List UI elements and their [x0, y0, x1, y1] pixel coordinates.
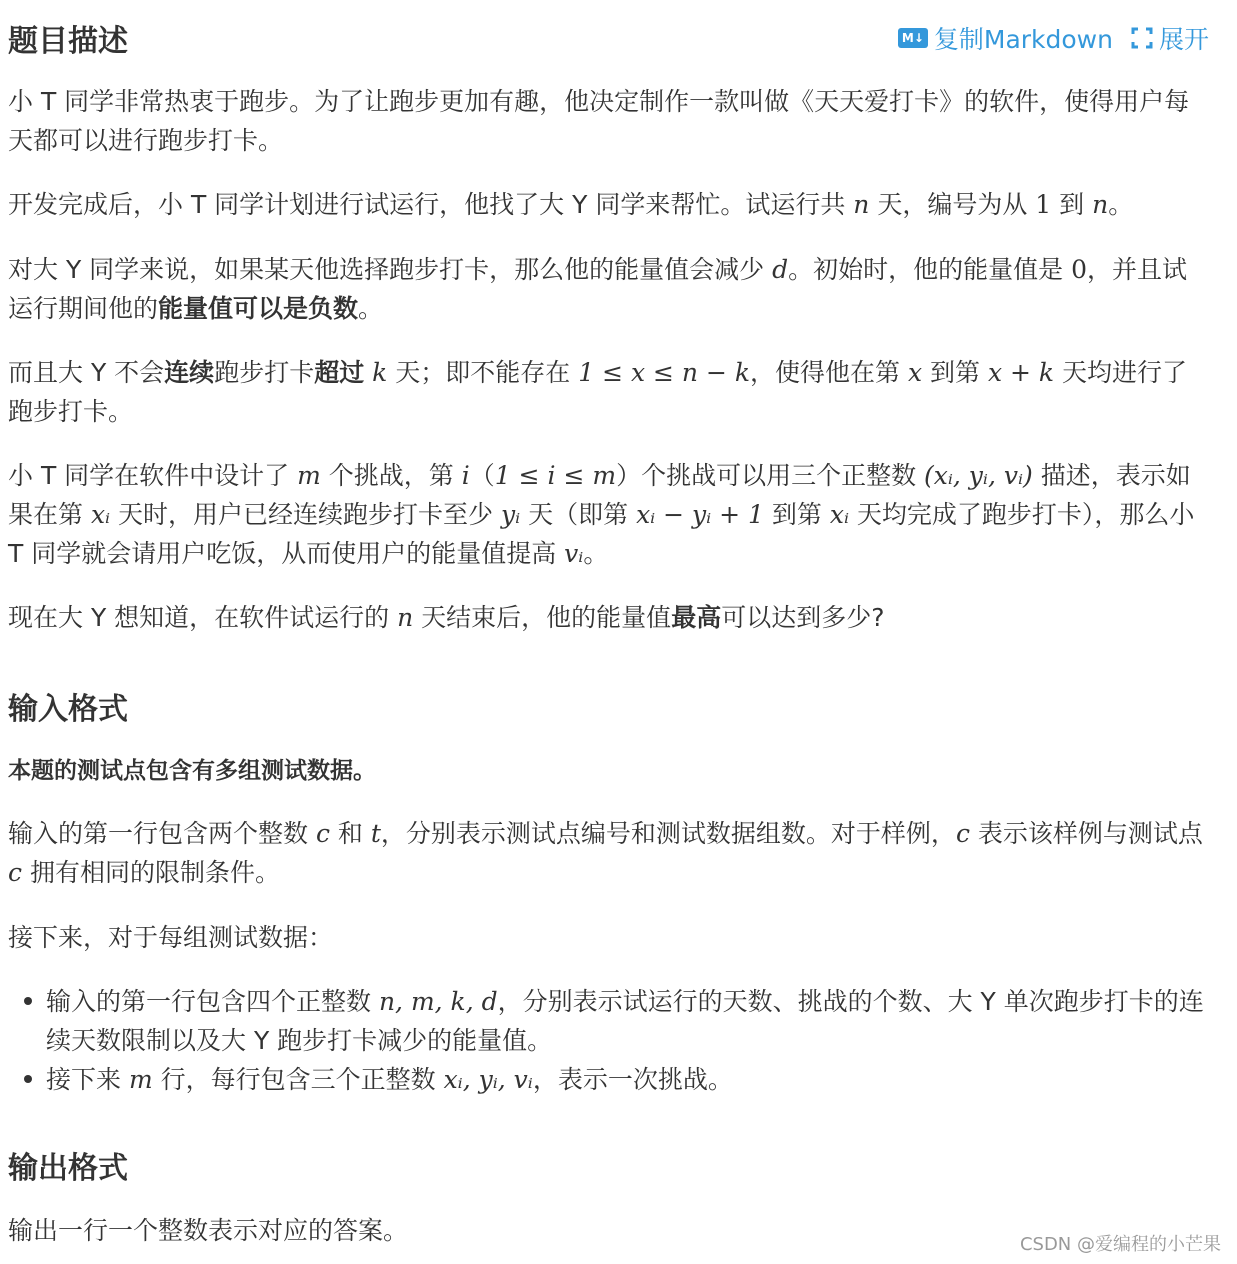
- math: n: [1092, 190, 1109, 219]
- copy-markdown-label: 复制Markdown: [933, 25, 1113, 54]
- problem-header: [8, 14, 1209, 62]
- description-paragraph-3: [8, 250, 1208, 328]
- text: 。: [1108, 190, 1134, 219]
- section-title-input: 输入格式: [8, 692, 128, 727]
- text: 输出一行一个整数表示对应的答案。: [8, 1216, 409, 1245]
- math: x: [907, 358, 923, 387]
- text: 输入的第一行包含两个整数: [8, 819, 316, 848]
- math: xᵢ − yᵢ + 1: [636, 500, 764, 529]
- text: 输入的第一行包含四个正整数: [46, 987, 379, 1016]
- math: xᵢ: [829, 500, 849, 529]
- math: c: [955, 819, 970, 848]
- text: 和: [329, 819, 371, 848]
- output-format-section: [8, 1143, 1208, 1187]
- bold-text: 最高: [671, 603, 722, 632]
- text: （: [469, 461, 495, 490]
- description-paragraph-2: [8, 185, 1208, 224]
- text: 个挑战，第: [320, 461, 462, 490]
- text: ，分别表示测试点编号和测试数据组数。对于样例，: [380, 819, 956, 848]
- bold-text: 超过: [314, 358, 365, 387]
- description-paragraph-1: [8, 82, 1208, 160]
- text: 对大 Y 同学来说，如果某天他选择跑步打卡，那么他的能量值会减少: [8, 255, 773, 284]
- text: 。: [583, 539, 609, 568]
- text: 可以达到多少?: [721, 603, 885, 632]
- text: 行，每行包含三个正整数: [152, 1065, 444, 1094]
- math: 1 ≤ x ≤ n − k: [578, 358, 751, 387]
- math: 1 ≤ i ≤ m: [494, 461, 617, 490]
- text: ）个挑战可以用三个正整数: [616, 461, 925, 490]
- description-paragraph-4: [8, 353, 1208, 431]
- math: vᵢ: [564, 539, 584, 568]
- text: ，并且试运行期间他的: [8, 255, 1188, 323]
- text: ，分别表示试运行的天数、挑战的个数、大 Y 单次跑步打卡的连续天数限制以及大 Y 跑步打卡减少的能量值。: [46, 987, 1204, 1055]
- text: 到第: [922, 358, 988, 387]
- csdn-watermark: CSDN @爱编程的小芒果: [1019, 1234, 1221, 1255]
- section-title-output: 输出格式: [8, 1151, 128, 1186]
- copy-markdown-button[interactable]: [898, 20, 1113, 56]
- bold-note: 本题的测试点包含有多组测试数据。: [8, 758, 376, 784]
- text: 现在大 Y 想知道，在软件试运行的: [8, 603, 398, 632]
- input-list: [8, 982, 1208, 1099]
- math: 0: [1071, 255, 1087, 284]
- math: n, m, k, d: [378, 987, 498, 1016]
- description-paragraph-5: [8, 456, 1208, 573]
- math: n: [853, 190, 870, 219]
- math: x + k: [987, 358, 1055, 387]
- description-paragraph-6: [8, 598, 1208, 637]
- expand-icon: [1131, 27, 1153, 49]
- text: 天；即不能存在: [387, 358, 579, 387]
- math: 1: [1035, 190, 1052, 219]
- math: yᵢ: [501, 500, 521, 529]
- math: xᵢ, yᵢ, vᵢ: [443, 1065, 533, 1094]
- math: m: [297, 461, 321, 490]
- math: d: [772, 255, 789, 284]
- text: 天（即第: [520, 500, 637, 529]
- math: t: [370, 819, 381, 848]
- text: 开发完成后，小 T 同学计划进行试运行，他找了大 Y 同学来帮忙。试运行共: [8, 190, 854, 219]
- math: k: [372, 358, 388, 387]
- math: n: [397, 603, 414, 632]
- header-actions: [898, 20, 1209, 56]
- text: 接下来: [46, 1065, 129, 1094]
- math: (xᵢ, yᵢ, vᵢ): [924, 461, 1033, 490]
- text: 天时，用户已经连续跑步打卡至少: [110, 500, 501, 529]
- text: 天均进行了跑步打卡。: [8, 358, 1188, 426]
- math: c: [315, 819, 330, 848]
- text: 天结束后，他的能量值: [413, 603, 672, 632]
- text: ，使得他在第: [750, 358, 908, 387]
- expand-label: 展开: [1158, 25, 1209, 54]
- input-paragraph-2: [8, 918, 1208, 957]
- text: 到第: [763, 500, 830, 529]
- text: ，表示一次挑战。: [532, 1065, 733, 1094]
- math: xᵢ: [90, 500, 111, 529]
- text: 接下来，对于每组测试数据：: [8, 923, 334, 952]
- section-title-description: 题目描述: [8, 24, 128, 59]
- math: i: [461, 461, 470, 490]
- text: 。: [358, 294, 384, 323]
- bold-text: 连续: [164, 358, 215, 387]
- markdown-icon: M↓: [898, 28, 928, 48]
- expand-button[interactable]: [1131, 20, 1209, 56]
- text: 小 T 同学在软件中设计了: [8, 461, 298, 490]
- text: 到: [1051, 190, 1093, 219]
- text: 天均完成了跑步打卡），那么小 T 同学就会请用户吃饭，从而使用户的能量值提高: [8, 500, 1195, 568]
- list-item: [8, 982, 1208, 1060]
- text: 天，编号为从: [869, 190, 1036, 219]
- bold-text: 能量值可以是负数: [158, 294, 359, 323]
- math: m: [128, 1065, 153, 1094]
- math: c: [8, 858, 23, 887]
- text: 小 T 同学非常热衷于跑步。为了让跑步更加有趣，他决定制作一款叫做《天天爱打卡》的软件，使得用户每天都可以进行跑步打卡。: [8, 87, 1190, 155]
- input-format-section: [8, 684, 1208, 728]
- list-item: [8, 1060, 1208, 1099]
- text: 跑步打卡: [214, 358, 315, 387]
- input-paragraph-1: [8, 814, 1208, 892]
- text: 。初始时，他的能量值是: [788, 255, 1072, 284]
- text: 描述，表示如果在第: [8, 461, 1191, 529]
- text: 而且大 Y 不会: [8, 358, 165, 387]
- text: 拥有相同的限制条件。: [22, 858, 280, 887]
- text: [364, 358, 372, 387]
- input-bold-note: [8, 753, 1208, 789]
- text: 表示该样例与测试点: [969, 819, 1203, 848]
